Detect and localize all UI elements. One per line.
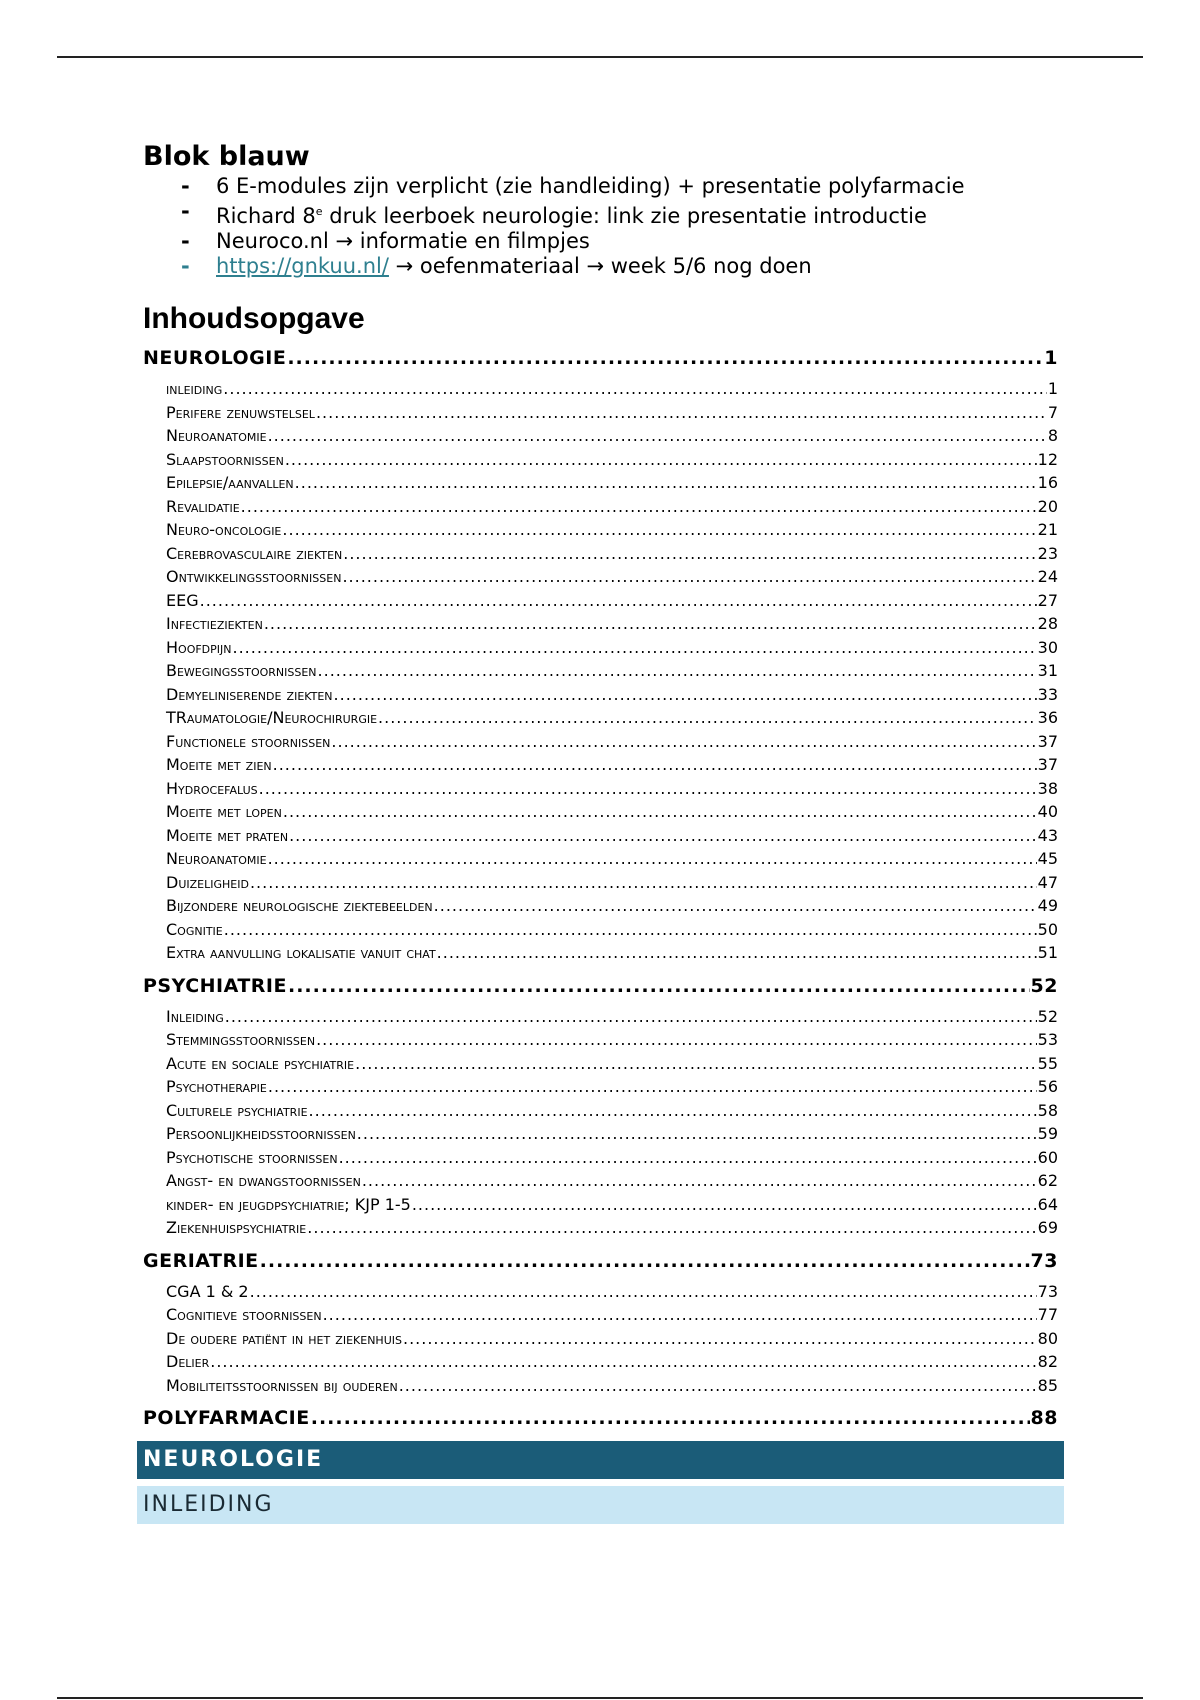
toc-page-number: 52	[1030, 974, 1058, 997]
toc-leader	[378, 706, 1037, 730]
toc-entry-label: kinder- en jeugdpsychiatrie; KJP 1-5	[166, 1194, 411, 1214]
toc-entry-label: Perifere zenuwstelsel	[166, 402, 315, 422]
toc-leader	[362, 1169, 1037, 1193]
toc-leader	[283, 800, 1037, 824]
toc-entry[interactable]	[143, 1099, 1058, 1123]
list-item-text: 6 E-modules zijn verplicht (zie handleiding) + presentatie polyfarmacie	[216, 174, 965, 198]
toc-entry-label: Extra aanvulling lokalisatie vanuit chat	[166, 943, 436, 962]
toc-page-number: 47	[1037, 872, 1058, 892]
toc-entry[interactable]	[143, 1327, 1058, 1351]
toc-page-number: 24	[1037, 567, 1058, 586]
toc-page-number: 69	[1037, 1218, 1058, 1237]
toc-section-label: PSYCHIATRIE	[143, 974, 287, 997]
toc-page-number: 7	[1047, 402, 1058, 422]
toc-section-neurologie[interactable]	[143, 345, 1058, 371]
footer-rule	[57, 1697, 1143, 1699]
list-item-text: druk leerboek neurologie: link zie presentatie introductie	[322, 204, 927, 228]
toc-entry[interactable]	[143, 518, 1058, 542]
toc-entry[interactable]	[143, 612, 1058, 636]
toc-leader	[287, 345, 1043, 371]
toc-leader	[200, 589, 1037, 613]
toc-leader	[268, 847, 1037, 871]
toc-page-number: 88	[1030, 1407, 1058, 1429]
toc-page-number: 82	[1037, 1352, 1058, 1371]
blok-title: Blok blauw	[143, 141, 310, 172]
toc-entry[interactable]	[143, 636, 1058, 660]
toc-entry-label: Ziekenhuispsychiatrie	[166, 1218, 307, 1237]
toc-entry[interactable]	[143, 777, 1058, 801]
toc-section-geriatrie[interactable]	[143, 1248, 1058, 1274]
toc-leader	[241, 495, 1037, 519]
toc-entry[interactable]	[143, 871, 1058, 895]
bullet-dash: -	[181, 229, 190, 253]
toc-section-psychiatrie[interactable]	[143, 973, 1058, 999]
table-of-contents	[143, 345, 1058, 1431]
toc-leader	[318, 659, 1037, 683]
toc-entry-label: Acute en sociale psychiatrie	[166, 1053, 355, 1073]
toc-entry[interactable]	[143, 894, 1058, 918]
toc-page-number: 12	[1037, 449, 1058, 469]
toc-leader	[224, 918, 1037, 942]
toc-leader	[285, 448, 1037, 472]
toc-page-number: 45	[1037, 849, 1058, 868]
toc-page-number: 33	[1037, 684, 1058, 704]
toc-entry[interactable]	[143, 824, 1058, 848]
toc-title: Inhoudsopgave	[143, 302, 365, 335]
toc-page-number: 30	[1037, 637, 1058, 657]
toc-page-number: 77	[1037, 1305, 1058, 1324]
toc-leader	[316, 401, 1047, 425]
toc-entry-label: Delier	[166, 1352, 210, 1371]
toc-page-number: 1	[1047, 379, 1058, 398]
toc-entry[interactable]	[143, 800, 1058, 824]
toc-entry[interactable]	[143, 706, 1058, 730]
toc-page-number: 62	[1037, 1171, 1058, 1190]
toc-page-number: 55	[1037, 1053, 1058, 1073]
toc-leader	[412, 1193, 1037, 1217]
list-item	[143, 174, 1058, 199]
toc-entry-label: Revalidatie	[166, 496, 240, 516]
ordinal-superscript: e	[315, 205, 323, 218]
toc-page-number: 21	[1037, 520, 1058, 539]
toc-entry-label: Cognitie	[166, 919, 223, 939]
toc-entry[interactable]	[143, 847, 1058, 871]
toc-page-number: 53	[1037, 1030, 1058, 1049]
subsection-heading-inleiding: INLEIDING	[137, 1486, 1064, 1524]
list-item-text: Neuroco.nl → informatie en filmpjes	[216, 229, 590, 253]
toc-entry-label: EEG	[166, 590, 199, 610]
toc-entry[interactable]	[143, 448, 1058, 472]
toc-entry-label: Hydrocefalus	[166, 778, 258, 798]
toc-entry[interactable]	[143, 1028, 1058, 1052]
toc-page-number: 1	[1044, 347, 1058, 369]
toc-page-number: 56	[1037, 1077, 1058, 1096]
toc-entry[interactable]	[143, 1122, 1058, 1146]
toc-entry-label: Psychotische stoornissen	[166, 1147, 338, 1167]
toc-leader	[289, 824, 1037, 848]
toc-page-number: 49	[1037, 896, 1058, 915]
toc-leader	[357, 1122, 1037, 1146]
toc-leader	[268, 424, 1047, 448]
toc-leader	[434, 894, 1037, 918]
toc-entry-label: Stemmingsstoornissen	[166, 1030, 316, 1049]
toc-entry-label: Bijzondere neurologische ziektebeelden	[166, 896, 433, 915]
toc-section-polyfarmacie[interactable]	[143, 1405, 1058, 1431]
toc-entry-label: TRaumatologie/Neurochirurgie	[166, 708, 378, 727]
toc-entry-label: Bewegingsstoornissen	[166, 661, 317, 680]
toc-leader	[273, 753, 1037, 777]
toc-leader	[307, 1216, 1036, 1240]
gnkuu-link[interactable]: https://gnkuu.nl/	[216, 254, 389, 278]
toc-page-number: 58	[1037, 1100, 1058, 1120]
toc-entry[interactable]	[143, 1216, 1058, 1240]
bullet-dash: -	[181, 199, 190, 223]
toc-leader	[260, 1248, 1030, 1274]
toc-leader	[295, 471, 1037, 495]
toc-page-number: 36	[1037, 708, 1058, 727]
toc-entry[interactable]	[143, 918, 1058, 942]
toc-leader	[334, 683, 1037, 707]
list-item-text: → oefenmateriaal → week 5/6 nog doen	[388, 254, 812, 278]
toc-entry[interactable]	[143, 1052, 1058, 1076]
toc-page-number: 43	[1037, 825, 1058, 845]
toc-entry-label: Moeite met zien	[166, 755, 272, 774]
toc-entry[interactable]	[143, 730, 1058, 754]
toc-page-number: 40	[1037, 802, 1058, 821]
toc-page-number: 85	[1037, 1375, 1058, 1395]
toc-leader	[210, 1350, 1036, 1374]
blok-list	[143, 174, 1058, 279]
toc-page-number: 37	[1037, 755, 1058, 774]
toc-entry[interactable]	[143, 659, 1058, 683]
toc-entry-label: Mobiliteitsstoornissen bij ouderen	[166, 1375, 398, 1395]
toc-page-number: 20	[1037, 496, 1058, 516]
page-content	[143, 140, 1058, 1524]
toc-leader	[268, 1075, 1037, 1099]
toc-page-number: 50	[1037, 919, 1058, 939]
toc-page-number: 37	[1037, 731, 1058, 751]
toc-entry-label: Slaapstoornissen	[166, 449, 284, 469]
toc-page-number: 23	[1037, 543, 1058, 563]
toc-page-number: 80	[1037, 1328, 1058, 1348]
toc-leader	[250, 871, 1037, 895]
toc-leader	[343, 542, 1036, 566]
toc-entry[interactable]	[143, 589, 1058, 613]
toc-leader	[339, 1146, 1037, 1170]
toc-entry-label: CGA 1 & 2	[166, 1281, 249, 1301]
toc-entry[interactable]	[143, 1169, 1058, 1193]
toc-page-number: 59	[1037, 1124, 1058, 1143]
bullet-dash: -	[181, 254, 190, 278]
toc-leader	[403, 1327, 1037, 1351]
toc-entry-label: Functionele stoornissen	[166, 731, 331, 751]
toc-entry-label: Hoofdpijn	[166, 637, 232, 657]
toc-section-label: POLYFARMACIE	[143, 1407, 310, 1429]
list-item-text: Richard 8	[216, 204, 316, 228]
toc-entry-label: Neuroanatomie	[166, 426, 267, 445]
toc-leader	[282, 518, 1036, 542]
toc-page-number: 38	[1037, 778, 1058, 798]
toc-entry-label: Neuro-oncologie	[166, 520, 282, 539]
toc-entry-label: Angst- en dwangstoornissen	[166, 1171, 361, 1190]
toc-entry-label: Moeite met praten	[166, 825, 289, 845]
toc-page-number: 31	[1037, 661, 1058, 680]
toc-entry-label: Ontwikkelingsstoornissen	[166, 567, 342, 586]
toc-leader	[399, 1374, 1037, 1398]
toc-entry[interactable]	[143, 1146, 1058, 1170]
toc-entry[interactable]	[143, 377, 1058, 401]
toc-leader	[437, 941, 1037, 965]
toc-section-label: GERIATRIE	[143, 1249, 259, 1272]
toc-leader	[355, 1052, 1037, 1076]
toc-entry[interactable]	[143, 753, 1058, 777]
toc-entry-label: De oudere patiënt in het ziekenhuis	[166, 1328, 402, 1348]
toc-entry-label: Demyeliniserende ziekten	[166, 684, 333, 704]
toc-section-label: NEUROLOGIE	[143, 347, 287, 369]
toc-entry[interactable]	[143, 1075, 1058, 1099]
toc-leader	[311, 1405, 1030, 1431]
toc-entry-label: Epilepsie/aanvallen	[166, 473, 294, 492]
toc-entry-label: Culturele psychiatrie	[166, 1100, 308, 1120]
toc-page-number: 64	[1037, 1194, 1058, 1214]
toc-entry[interactable]	[143, 1193, 1058, 1217]
toc-entry-label: Psychotherapie	[166, 1077, 267, 1096]
toc-entry-label: Persoonlijkheidsstoornissen	[166, 1124, 356, 1143]
toc-leader	[309, 1099, 1037, 1123]
toc-page-number: 51	[1037, 943, 1058, 962]
toc-page-number: 16	[1037, 473, 1058, 492]
list-item	[143, 254, 1058, 279]
toc-leader	[225, 1005, 1037, 1029]
bullet-dash: -	[181, 174, 190, 198]
toc-entry-label: Neuroanatomie	[166, 849, 267, 868]
toc-entry-label: Moeite met lopen	[166, 802, 282, 821]
toc-page-number: 73	[1037, 1281, 1058, 1301]
toc-entry[interactable]	[143, 1005, 1058, 1029]
toc-entry[interactable]	[143, 495, 1058, 519]
toc-entry[interactable]	[143, 471, 1058, 495]
toc-page-number: 52	[1037, 1006, 1058, 1026]
toc-leader	[250, 1280, 1037, 1304]
section-heading-neurologie: NEUROLOGIE	[137, 1441, 1064, 1479]
list-item	[143, 199, 1058, 229]
toc-entry-label: Cognitieve stoornissen	[166, 1305, 322, 1324]
toc-entry[interactable]	[143, 1350, 1058, 1374]
toc-page-number: 28	[1037, 614, 1058, 633]
toc-entry-label: Inleiding	[166, 1006, 224, 1026]
toc-entry-label: Infectieziekten	[166, 614, 263, 633]
toc-page-number: 73	[1030, 1249, 1058, 1272]
toc-leader	[288, 973, 1030, 999]
toc-entry-label: inleiding	[166, 379, 223, 398]
toc-leader	[323, 1303, 1037, 1327]
toc-page-number: 27	[1037, 590, 1058, 610]
toc-entry-label: Duizeligheid	[166, 872, 249, 892]
header-rule	[57, 56, 1143, 58]
toc-page-number: 60	[1037, 1147, 1058, 1167]
toc-leader	[316, 1028, 1037, 1052]
toc-leader	[259, 777, 1037, 801]
toc-entry[interactable]	[143, 424, 1058, 448]
toc-leader	[233, 636, 1037, 660]
toc-entry[interactable]	[143, 542, 1058, 566]
toc-page-number: 8	[1047, 426, 1058, 445]
list-item	[143, 229, 1058, 254]
toc-entry[interactable]	[143, 1374, 1058, 1398]
toc-entry[interactable]	[143, 401, 1058, 425]
toc-entry[interactable]	[143, 565, 1058, 589]
toc-entry[interactable]	[143, 683, 1058, 707]
toc-entry[interactable]	[143, 941, 1058, 965]
toc-leader	[223, 377, 1047, 401]
toc-entry[interactable]	[143, 1280, 1058, 1304]
toc-entry[interactable]	[143, 1303, 1058, 1327]
toc-leader	[264, 612, 1037, 636]
toc-leader	[342, 565, 1036, 589]
toc-entry-label: Cerebrovasculaire ziekten	[166, 543, 343, 563]
toc-leader	[331, 730, 1036, 754]
